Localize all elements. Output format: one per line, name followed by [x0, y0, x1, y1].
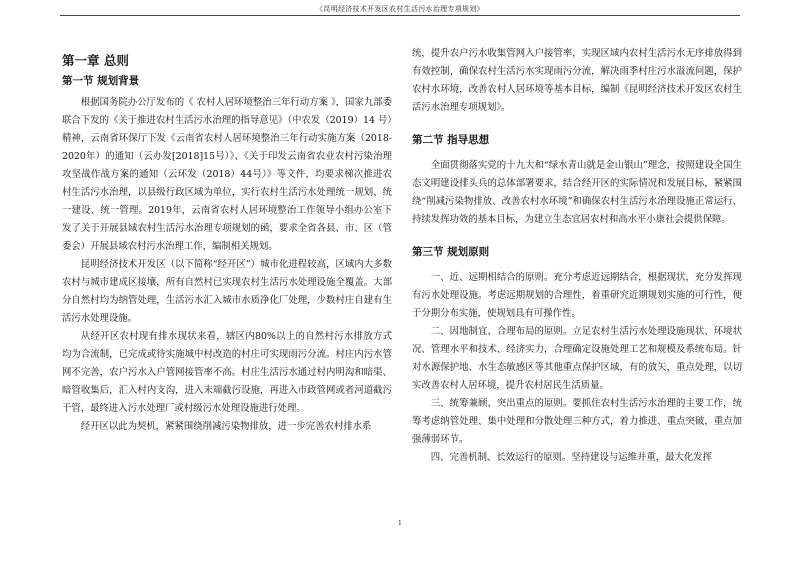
right-column — [412, 45, 742, 467]
background-paragraph-3: 从经开区农村现有排水现状来看，辖区内80%以上的自然村污水排放方式均为合流制，已完成或待实施城中村改造的村庄可实现雨污分流。村庄内污水管网不完善，农户污水入户管网接管率不高。村庄生活污水通过村内明沟和暗渠、暗管收集后，汇入村内支沟，进入末端截污设施，再进入市政管网或者河道截污干管，最终进入污水处理厂或村级污水处理设施进行处理。 — [62, 331, 392, 414]
background-paragraph-4: 经开区以此为契机，紧紧围绕削减污染物排放，进一步完善农村排水系 — [80, 421, 372, 432]
section-1-title: 第一节 规划背景 — [62, 75, 140, 87]
principle-1: 一、近、远期相结合的原则。充分考虑近远期结合，根据现状，充分发挥现有污水处理设施。考虑远期规划的合理性，着重研究近期规划实施的可行性，便于分期分布实施，使规划具有可操作性。 — [412, 272, 742, 319]
page-number: 1 — [397, 519, 403, 527]
running-header: 《昆明经济技术开发区农村生活污水治理专项规划》 — [316, 5, 484, 13]
section-3-title: 第三节 规划原则 — [412, 246, 490, 258]
principle-3: 三、统筹兼顾、突出重点的原则。要抓住农村生活污水治理的主要工作，统筹考虑纳管处理、集中处理和分散处理三种方式，着力推进、重点突破，重点加强薄弱环节。 — [412, 398, 742, 445]
background-paragraph-2: 昆明经济技术开发区（以下简称“经开区”）城市化进程较高，区域内大多数农村与城市建成区接壤，所有自然村已实现农村生活污水处理设施全覆盖。大部分自然村均为纳管处理，生活污水汇入城市水质净化厂处理，少数村庄自建有生活污水处理设施。 — [62, 259, 392, 324]
section-2-title: 第二节 指导思想 — [412, 134, 490, 146]
chapter-title: 第一章 总则 — [62, 53, 129, 68]
header-rule — [60, 15, 740, 16]
principle-2: 二、因地制宜、合理布局的原则。立足农村生活污水处理设施现状、环境状况、管理水平和技术、经济实力，合理确定设施处理工艺和规模及系统布局。针对水源保护地、水生态敏感区等其他重点保护区域，有的放矢，重点处理，以切实改善农村人居环境，提升农村居民生活质量。 — [412, 326, 742, 391]
left-column — [62, 52, 392, 436]
guiding-ideology-paragraph: 全面贯彻落实党的十九大和“绿水青山就是金山银山”理念，按照建设全国生态文明建设排头兵的总体部署要求，结合经开区的实际情况和发展目标，紧紧围绕“削减污染物排放、改善农村水环境”和确保农村生活污水治理设施正常运行、持续发挥功效的基本目标，为建立生态宜居农村和高水平小康社会提供保障。 — [412, 160, 742, 225]
principle-4: 四、完善机制、长效运行的原则。坚持建设与运维并重，最大化发挥 — [430, 452, 713, 463]
background-paragraph-1: 根据国务院办公厅发布的《 农村人居环境整治三年行动方案 》，国家九部委联合下发的《关于推进农村生活污水治理的指导意见》（中农发（2019）14 号）精神，云南省环保厅下发《云南省农村人居环境整治三年行动实施方案（2018-2020年）的通知（云办发[2018]15号）》、《关于印发云南省农业农村污染治理攻坚战作战方案的通知（云环发（2018）44号）》等文件，均要求梯次推进农村生活污水治理，以县级行政区域为单位，实行农村生活污水处理统一规划、统一建设、统一管理。2019年，云南省农村人居环境整治工作领导小组办公室下发了关于开展县域农村生活污水治理专项规划的函，要求全省各县、市、区（管委会）开展县域农村污水治理工作，编制相关规划。 — [62, 97, 392, 252]
continued-paragraph: 统，提升农户污水收集管网入户接管率，实现区域内农村生活污水无序排放得到有效控制，确保农村生活污水实现雨污分流，解决雨季村庄污水溢流问题，保护农村水环境，改善农村人居环境等基本目标，编制《昆明经济技术开发区农村生活污水治理专项规划》。 — [412, 48, 742, 113]
